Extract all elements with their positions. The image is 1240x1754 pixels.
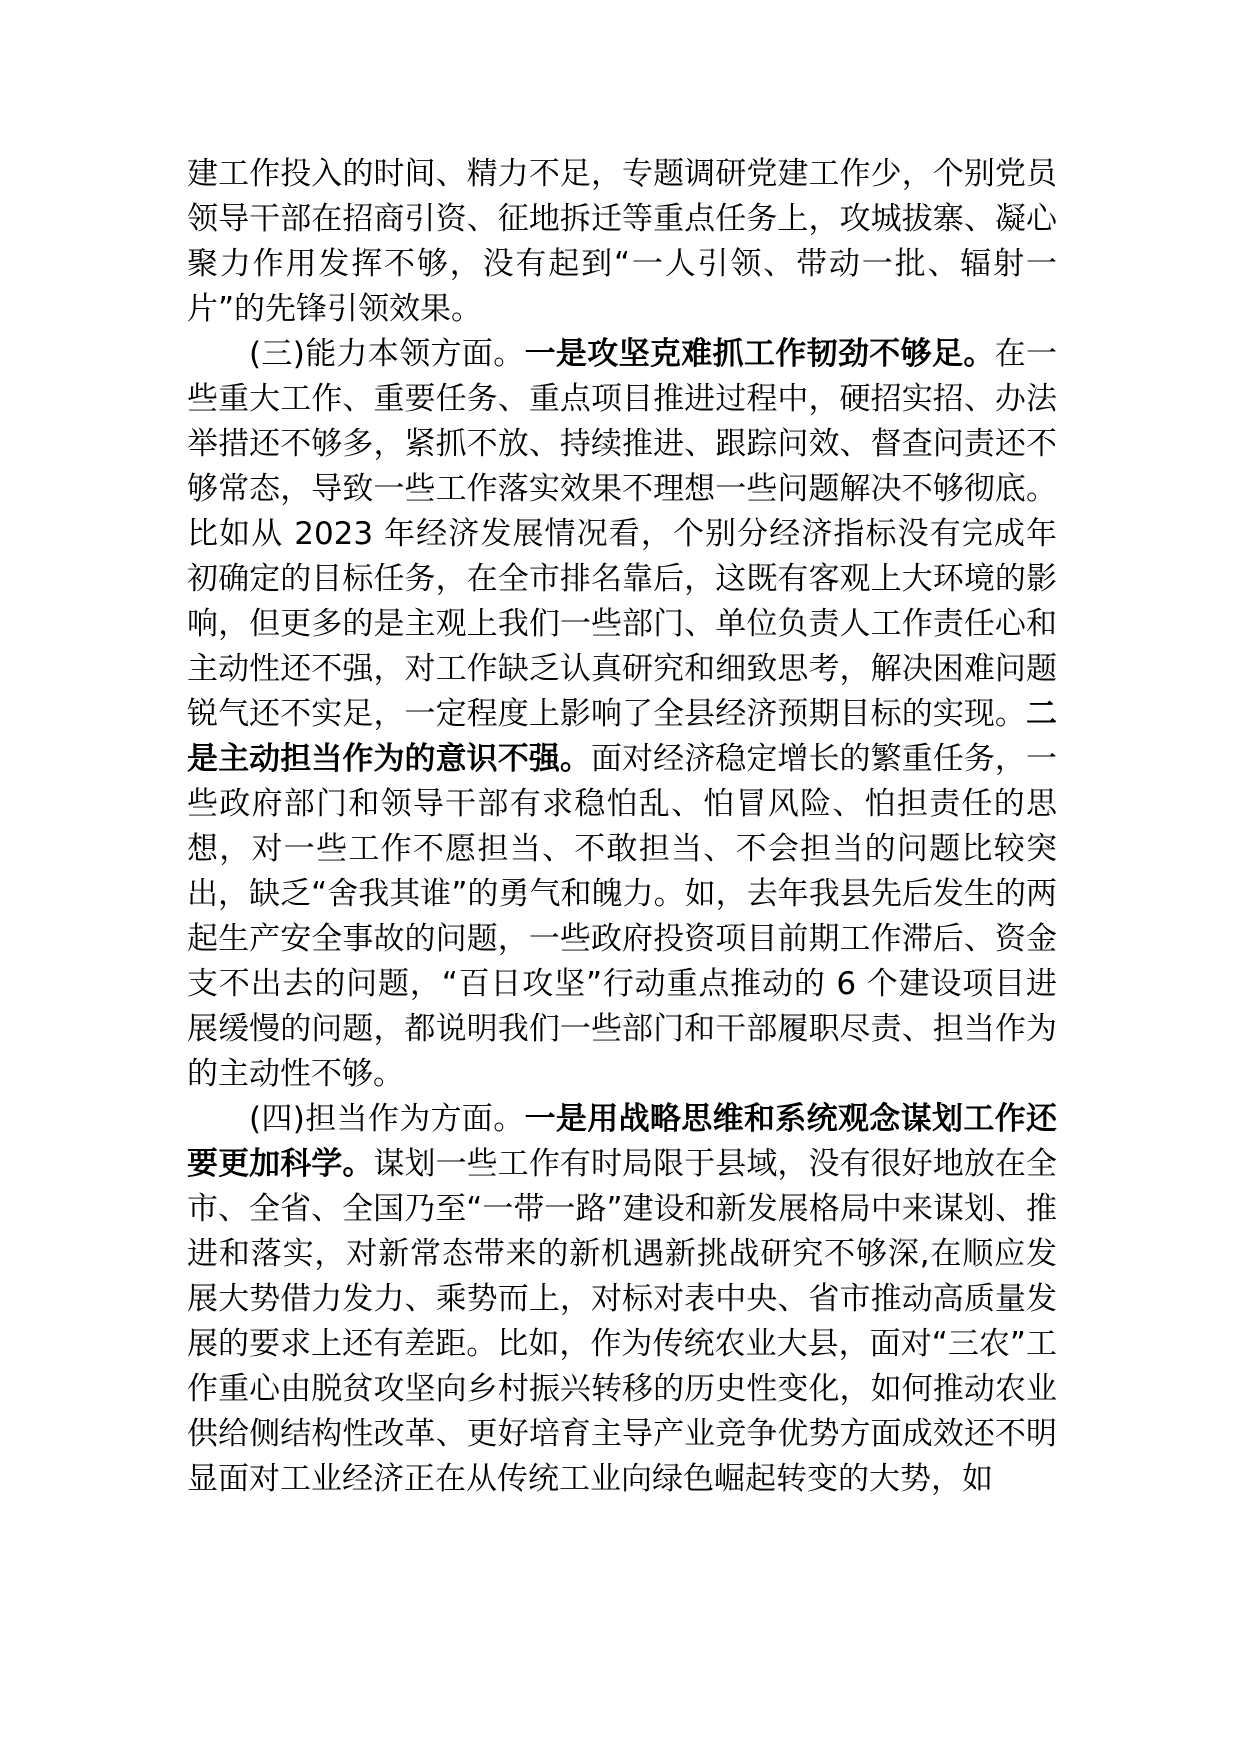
text-run: 面对经济稳定增长的繁重任务，一些政府部门和领导干部有求稳怕乱、怕冒风险、怕担责任的思想，对一些工作不愿担当、不敢担当、不会担当的问题比较突出，缺乏“舍我其谁”的勇气和魄力。如，去年我县先后发生的两起生产安全事故的问题，一些政府投资项目前期工作滞后、资金支不出去的问题，“百日攻坚”行动重点推动的 6 个建设项目进展缓慢的问题，都说明我们一些部门和干部履职尽责、担当作为的主动性不够。: [187, 741, 1058, 1092]
paragraph-responsibility: [187, 1097, 1057, 1502]
bold-point-one: 一是攻坚克难抓工作韧劲不够足。: [524, 336, 995, 372]
bold-point-two: 二是主动担当作为的意识不强。: [187, 696, 1057, 777]
paragraph-party-building: [187, 152, 1057, 332]
bold-point-one: 一是用战略思维和系统观念谋划工作还要更加科学。: [187, 1101, 1057, 1182]
text-run: 谋划一些工作有时局限于县域，没有很好地放在全市、全省、全国乃至“一带一路”建设和新发展格局中来谋划、推进和落实，对新常态带来的新机遇新挑战研究不够深,在顺应发展大势借力发力、乘势而上，对标对表中央、省市推动高质量发展的要求上还有差距。比如，作为传统农业大县，面对“三农”工作重心由脱贫攻坚向乡村振兴转移的历史性变化，如何推动农业供给侧结构性改革、更好培育主导产业竞争优势方面成效还不明显面对工业经济正在从传统工业向绿色崛起转变的大势，如: [187, 1146, 1058, 1497]
document-body: [187, 152, 1057, 1502]
section-heading-responsibility: (四)担当作为方面。: [249, 1101, 525, 1137]
section-heading-ability: (三)能力本领方面。: [249, 336, 525, 372]
text-run: 建工作投入的时间、精力不足，专题调研党建工作少，个别党员领导干部在招商引资、征地拆迁等重点任务上，攻城拔寨、凝心聚力作用发挥不够，没有起到“一人引领、带动一批、辐射一片”的先锋引领效果。: [187, 156, 1057, 327]
paragraph-ability: [187, 332, 1057, 1097]
text-run: 在一些重大工作、重要任务、重点项目推进过程中，硬招实招、办法举措还不够多，紧抓不放、持续推进、跟踪问效、督查问责还不够常态，导致一些工作落实效果不理想一些问题解决不够彻底。比如从 2023 年经济发展情况看，个别分经济指标没有完成年初确定的目标任务，在全市排名靠后，这既有客观上大环境的影响，但更多的是主观上我们一些部门、单位负责人工作责任心和主动性还不强，对工作缺乏认真研究和细致思考，解决困难问题锐气还不实足，一定程度上影响了全县经济预期目标的实现。: [187, 336, 1057, 732]
